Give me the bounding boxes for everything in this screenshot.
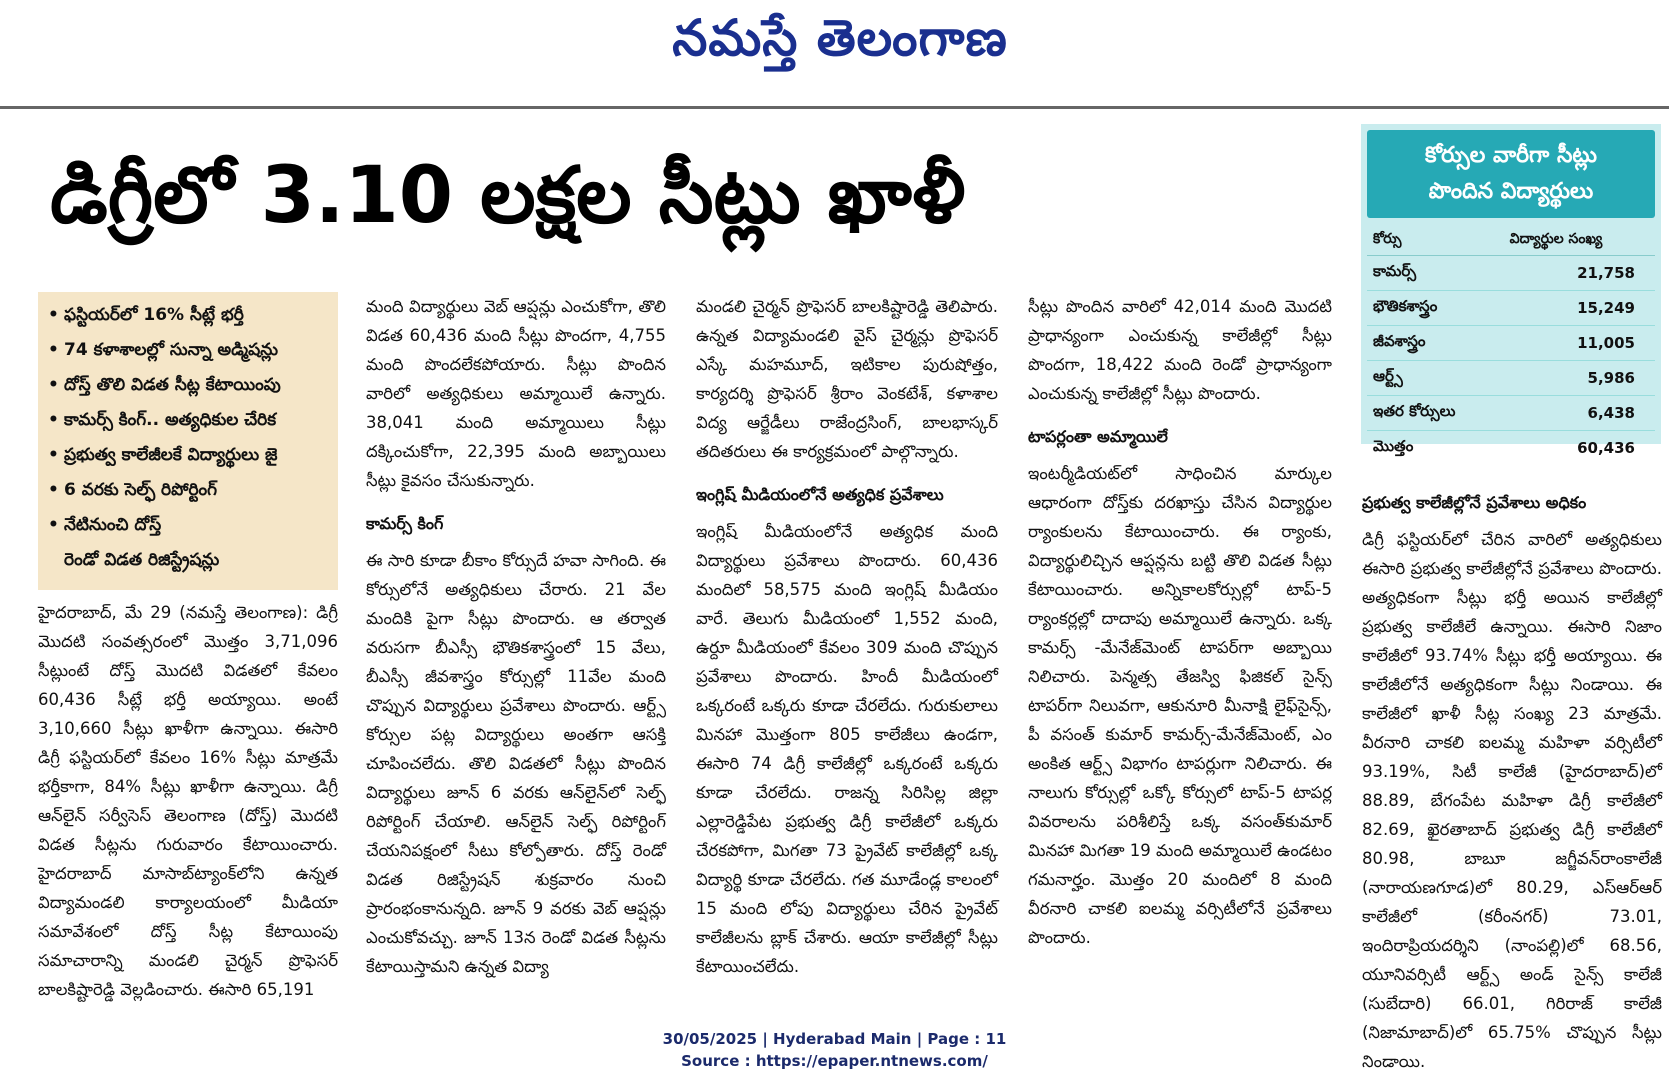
count-cell: 11,005: [1504, 326, 1655, 361]
course-table: [1367, 226, 1655, 465]
article-column-2: [366, 292, 666, 1002]
article-paragraph: హైదరాబాద్, మే 29 (నమస్తే తెలంగాణ): డిగ్రీ మొదటి సంవత్సరంలో మొత్తం 3,71,096 సీట్లుంటే దోస్త్ మొదటి విడతలో కేవలం 60,436 సీట్లే భర్తీ అయ్యాయి. అంటే 3,10,660 సీట్లు ఖాళీగా ఉన్నాయి. ఈసారి డిగ్రీ ఫస్టియర్‌లో కేవలం 16% సీట్లు మాత్రమే భర్తీకాగా, 84% సీట్లు ఖాళీగా ఉన్నాయి. డిగ్రీ ఆన్‌లైన్ సర్వీసెస్ తెలంగాణ (దోస్త్) మొదటి విడత సీట్లను గురువారం కేటాయించారు. హైదరాబాద్ మాసాబ్‌ట్యాంక్‌లోని ఉన్నత విద్యామండలి కార్యాలయంలో మీడియా సమావేశంలో దోస్త్ సీట్ల కేటాయింపు సమాచారాన్ని మండలి చైర్మన్ ప్రొఫెసర్ బాలకిష్టారెడ్డి వెల్లడించారు. ఈసారి 65,191: [38, 603, 338, 999]
highlight-item: • ఫస్టియర్‌లో 16% సీట్లే భర్తీ: [48, 305, 244, 325]
article-column-1: [38, 598, 338, 998]
highlight-item: • కామర్స్ కింగ్.. అత్యధికుల చేరిక: [48, 410, 277, 430]
article-paragraph: ఈ సారి కూడా బీకాం కోర్సుదే హవా సాగింది. ఈ కోర్సులోనే అత్యధికులు చేరారు. 21 వేల మందికి పైగా సీట్లు పొందారు. ఆ తర్వాత వరుసగా బీఎస్సీ భౌతికశాస్త్రంలో 15 వేలు, బీఎస్సీ జీవశాస్త్రం కోర్సుల్లో 11వేల మంది చొప్పున విద్యార్థులు ప్రవేశాలు పొందారు. ఆర్ట్స్ కోర్సుల పట్ల విద్యార్థులు అంతగా ఆసక్తి చూపించలేదు. తొలి విడతలో సీట్లు పొందిన విద్యార్థులు జూన్ 6 వరకు ఆన్‌లైన్‌లో సెల్ఫ్ రిపోర్టింగ్ చేయాలి. ఆన్‌లైన్ సెల్ఫ్ రిపోర్టింగ్ చేయనిపక్షంలో సీటు కోల్పోతారు. దోస్త్ రెండో విడత రిజిస్ట్రేషన్ శుక్రవారం నుంచి ప్రారంభంకానున్నది. జూన్ 9 వరకు వెబ్ ఆప్షన్లు ఎంచుకోవచ్చు. జూన్ 13న రెండో విడత సీట్లను కేటాయిస్తామని ఉన్నత విద్యా: [366, 551, 666, 976]
table-header-row: [1367, 226, 1655, 256]
source-link[interactable]: Source : https://epaper.ntnews.com/: [681, 1052, 988, 1070]
column-header-course: కోర్సు: [1367, 226, 1504, 256]
article-paragraph: ఇంగ్లిష్ మీడియంలోనే అత్యధిక మంది విద్యార్థులు ప్రవేశాలు పొందారు. 60,436 మందిలో 58,575 మంది ఇంగ్లిష్ మీడియం వారే. తెలుగు మీడియంలో 1,552 మంది, ఉర్దూ మీడియంలో కేవలం 309 మంది చొప్పున ప్రవేశాలు పొందారు. హిందీ మీడియంలో ఒక్కరంటే ఒక్కరు కూడా చేరలేదు. గురుకులాలు మినహా మొత్తంగా 805 కాలేజీలు ఉండగా, ఈసారి 74 డిగ్రీ కాలేజీల్లో ఒక్కరంటే ఒక్కరు కూడా చేరలేదు. రాజన్న సిరిసిల్ల జిల్లా ఎల్లారెడ్డిపేట ప్రభుత్వ డిగ్రీ కాలేజీలో ఒక్కరు చేరకపోగా, మిగతా 73 ప్రైవేట్ కాలేజీల్లో ఒక్క విద్యార్థి కూడా చేరలేదు. గత మూడేండ్ల కాలంలో 15 మంది లోపు విద్యార్థులు చేరిన ప్రైవేట్ కాలేజీలను బ్లాక్ చేశారు. ఆయా కాలేజీల్లో సీట్లు కేటాయించలేదు.: [696, 522, 998, 976]
column-header-count: విద్యార్థుల సంఖ్య: [1504, 226, 1655, 256]
course-wise-table-box: [1361, 124, 1661, 457]
article-paragraph: డిగ్రీ ఫస్టియర్‌లో చేరిన వారిలో అత్యధికులు ఈసారి ప్రభుత్వ కాలేజీల్లోనే ప్రవేశాలు పొందారు. అత్యధికంగా సీట్లు భర్తీ అయిన కాలేజీల్లో ప్రభుత్వ కాలేజీలే ఉన్నాయి. ఈసారి నిజాం కాలేజీలో 93.74% సీట్లు భర్తీ అయ్యాయి. ఈ కాలేజీలోనే అత్యధికంగా సీట్లు నిండాయి. ఈ కాలేజీలో ఖాళీ సీట్ల సంఖ్య 23 మాత్రమే. వీరనారి చాకలి ఐలమ్మ మహిళా వర్సిటీలో 93.19%, సిటీ కాలేజీ (హైదరాబాద్)లో 88.89, బేగంపేట మహిళా డిగ్రీ కాలేజీలో 82.69, ఖైరతాబాద్ ప్రభుత్వ డిగ్రీ కాలేజీలో 80.98, బాబూ జగ్జీవన్‌రాంకాలేజీ (నారాయణగూడ)లో 80.29, ఎస్ఆర్ఆర్ కాలేజీలో (కరీంనగర్) 73.01, ఇందిరాప్రియదర్శిని (నాంపల్లి)లో 68.56, యూనివర్సిటీ ఆర్ట్స్ అండ్ సైన్స్ కాలేజీ (సుబేదారి) 66.01, గిరిరాజ్ కాలేజీ (నిజామాబాద్)లో 65.75% చొప్పున సీట్లు నిండాయి.: [1362, 530, 1662, 1071]
page-footer: [0, 1028, 1669, 1072]
article-headline: డిగ్రీలో 3.10 లక్షల సీట్లు ఖాళీ: [50, 151, 966, 241]
table-row: [1367, 291, 1655, 326]
newspaper-logo: నమస్తే తెలంగాణ: [672, 8, 1008, 67]
table-title-line: పొందిన విద్యార్థులు: [1428, 179, 1594, 204]
count-cell: 5,986: [1504, 361, 1655, 396]
highlight-item: • 6 వరకు సెల్ఫ్ రిపోర్టింగ్: [48, 480, 218, 500]
subheading-english-medium: ఇంగ్లిష్ మీడియంలోనే అత్యధిక ప్రవేశాలు: [696, 485, 944, 504]
table-total-row: [1367, 431, 1655, 466]
article-paragraph: సీట్లు పొందిన వారిలో 42,014 మంది మొదటి ప్రాధాన్యంగా ఎంచుకున్న కాలేజీల్లో సీట్లు పొందగా, 18,422 మంది రెండో ప్రాధాన్యంగా ఎంచుకున్న కాలేజీల్లో సీట్లు పొందారు.: [1028, 297, 1332, 403]
subheading-commerce-king: కామర్స్ కింగ్: [366, 514, 444, 533]
table-row: [1367, 396, 1655, 431]
course-cell: ఇతర కోర్సులు: [1367, 396, 1504, 431]
course-cell: భౌతికశాస్త్రం: [1367, 291, 1504, 326]
count-cell: 6,438: [1504, 396, 1655, 431]
highlight-item-continued: రెండో విడత రిజిస్ట్రేషన్లు: [64, 550, 220, 570]
count-cell: 21,758: [1504, 256, 1655, 291]
table-title: [1367, 130, 1655, 218]
article-column-5: [1362, 488, 1662, 1071]
highlights-box: [38, 292, 338, 590]
article-paragraph: మండలి చైర్మన్ ప్రొఫెసర్ బాలకిష్టారెడ్డి తెలిపారు. ఉన్నత విద్యామండలి వైస్ చైర్మన్లు ప్రొఫెసర్ ఎస్కే మహమూద్, ఇటికాల పురుషోత్తం, కార్యదర్శి ప్రొఫెసర్ శ్రీరాం వెంకటేశ్, కళాశాల విద్య ఆర్జేడీలు రాజేంద్రసింగ్, బాలభాస్కర్ తదితరులు ఈ కార్యక్రమంలో పాల్గొన్నారు.: [696, 297, 998, 461]
highlight-item: • నేటినుంచి దోస్త్: [48, 515, 162, 535]
edition-info: 30/05/2025 | Hyderabad Main | Page : 11: [662, 1030, 1007, 1048]
article-paragraph: మంది విద్యార్థులు వెబ్ ఆప్షన్లు ఎంచుకోగా, తొలి విడత 60,436 మంది సీట్లు పొందగా, 4,755 మంది పొందలేకపోయారు. సీట్లు పొందిన వారిలో అత్యధికులు అమ్మాయిలే ఉన్నారు. 38,041 మంది అమ్మాయిలు సీట్లు దక్కించుకోగా, 22,395 మంది అబ్బాయిలు సీట్లు కైవసం చేసుకున్నారు.: [366, 297, 666, 490]
count-cell: 60,436: [1577, 439, 1635, 457]
course-cell: మొత్తం: [1373, 437, 1414, 455]
course-cell: జీవశాస్త్రం: [1367, 326, 1504, 361]
masthead-divider: [0, 106, 1669, 109]
highlight-item: • దోస్త్ తొలి విడత సీట్ల కేటాయింపు: [48, 375, 281, 395]
article-column-4: [1028, 292, 1332, 1002]
highlight-item: • ప్రభుత్వ కాలేజీలకే విద్యార్థులు జై: [48, 445, 278, 465]
subheading-toppers: టాపర్లంతా అమ్మాయిలే: [1028, 427, 1168, 446]
subheading-government-colleges: ప్రభుత్వ కాలేజీల్లోనే ప్రవేశాలు అధికం: [1362, 493, 1587, 512]
course-cell: కామర్స్: [1367, 256, 1504, 291]
highlight-item: • 74 కళాశాలల్లో సున్నా అడ్మిషన్లు: [48, 340, 279, 360]
table-title-line: కోర్సుల వారీగా సీట్లు: [1424, 143, 1598, 168]
table-row: [1367, 256, 1655, 291]
count-cell: 15,249: [1504, 291, 1655, 326]
article-paragraph: ఇంటర్మీడియట్‌లో సాధించిన మార్కుల ఆధారంగా దోస్త్‌కు దరఖాస్తు చేసిన విద్యార్థుల ర్యాంకులను కేటాయించారు. ఈ ర్యాంకు, విద్యార్థులిచ్చిన ఆప్షన్లను బట్టి తొలి విడత సీట్లు కేటాయించారు. అన్నికాలకోర్సుల్లో టాప్-5 ర్యాంకర్లల్లో దాదాపు అమ్మాయిలే ఉన్నారు. ఒక్క కామర్స్ -మేనేజ్‌మెంట్ టాపర్‌గా అబ్బాయి నిలిచారు. పెన్మత్స తేజస్వి ఫిజికల్ సైన్స్ టాపర్‌గా నిలువగా, ఆకునూరి మీనాక్షి లైఫ్‌సైన్స్, పీ వసంత్ కుమార్ కామర్స్-మేనేజ్‌మెంట్, ఎం అంకిత ఆర్ట్స్ విభాగం టాపర్లుగా నిలిచారు. ఈ నాలుగు కోర్సుల్లో ఒక్కో కోర్సులో టాప్-5 టాపర్ల వివరాలను పరిశీలిస్తే ఒక్క వసంత్‌కుమార్ మినహా మిగతా 19 మంది అమ్మాయిలే ఉండటం గమనార్హం. మొత్తం 20 మందిలో 8 మంది వీరనారి చాకలి ఐలమ్మ వర్సిటీలోనే ప్రవేశాలు పొందారు.: [1028, 464, 1332, 947]
masthead: [0, 0, 1669, 100]
table-row: [1367, 326, 1655, 361]
article-column-3: [696, 292, 998, 1002]
table-row: [1367, 361, 1655, 396]
course-cell: ఆర్ట్స్: [1367, 361, 1504, 396]
